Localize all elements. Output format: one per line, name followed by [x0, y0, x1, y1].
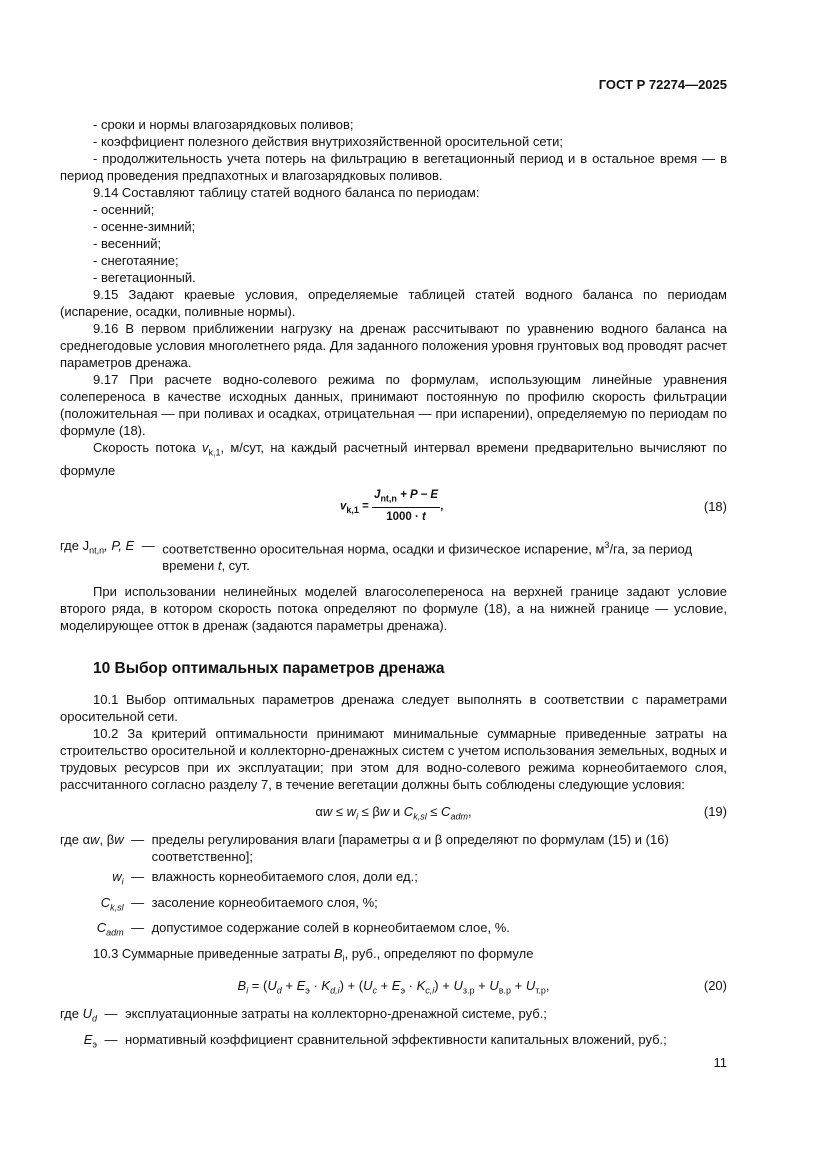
paragraph-flow-speed: Скорость потока $v_{k,1}$, м/сут, на каждый расчетный интервал времени предварительно вычисляют по формуле: [60, 440, 727, 478]
list-item: - сроки и нормы влагозарядковых поливов;: [93, 117, 354, 132]
paragraph-9-14: 9.14 Составляют таблицу статей водного баланса по периодам:: [93, 185, 480, 200]
paragraph-10-3: 10.3 Суммарные приведенные затраты $B_i$, руб., определяют по формуле: [93, 945, 534, 964]
formula-18-fraction: $\frac{J_{nt,n} + P - E}{1000 \cdot t}$: [374, 488, 439, 523]
where-block-19: где αw, βw — пределы регулирования влаги [параметры α и β определяют по формулам (15) и (16) соответственно]; $w_i$ — влажность корнеобитаемого слоя, доли ед.; $C_{k,sl}$ — засоление корнеобитаемого слоя, %; $C_{adm}$ — допустимое содержание солей в корнеобитаемом слое, %.: [60, 831, 669, 938]
formula-18-expression: $v_{k,1}$ = $\frac{J_{nt,n} + P - E}{1000 \cdot t}$ ,: [340, 487, 443, 526]
formula-18: [60, 487, 727, 525]
list-item: - осенне-зимний;: [93, 219, 196, 234]
document-body: [60, 116, 727, 1056]
list-item: - вегетационный.: [93, 270, 196, 285]
formula-20-expression: $B_i = (U_d + E_э \cdot K_{d,i}) + (U_c + E_э \cdot K_{c,i}) + U_{з.р} + U_{в.р} + U_{т.р}$,: [237, 978, 550, 996]
page-number: 11: [713, 1055, 727, 1070]
standard-designation: ГОСТ Р 72274—2025: [598, 77, 727, 92]
formula-number: (20): [703, 978, 727, 994]
formula-20: [60, 977, 727, 995]
list-item: - снеготаяние;: [93, 253, 179, 268]
list-item: - весенний;: [93, 236, 162, 251]
paragraph-9-16: 9.16 В первом приближении нагрузку на дренаж рассчитывают по уравнению водного баланса на среднегодовые условия многолетнего ряда. Для заданного положения уровня грунтовых вод проводят расчет параметров дренажа.: [60, 321, 727, 370]
list-item: - продолжительность учета потерь на фильтрацию в вегетационный период и в остальное время — в период проведения предпахотных и влагозарядковых поливов.: [60, 151, 727, 183]
paragraph-nonlinear: При использовании нелинейных моделей влагосолепереноса на верхней границе задают условие второго ряда, в котором скорость потока определяют по формуле (18), а на нижней границе — условие, моделирующее отток в дренаж (задаются параметры дренажа).: [60, 583, 727, 633]
formula-19: [60, 803, 727, 821]
where-block-18: где $J_{nt,n}$, P, E — соответственно оросительная норма, осадки и физическое испарение, $м^3/га$, за период времени t, сут.: [60, 537, 693, 573]
paragraph-10-1: 10.1 Выбор оптимальных параметров дренажа следует выполнять в соответствии с параметрами оросительной сети.: [60, 691, 727, 724]
paragraph-9-17: 9.17 При расчете водно-солевого режима по формулам, использующим линейные уравнения солепереноса в качестве исходных данных, принимают постоянную по профилю скорость фильтрации (положительная — при поливах и осадках, отрицательная — при испарении), определяемую по периодам по формуле (18).: [60, 372, 727, 438]
list-item: - коэффициент полезного действия внутрихозяйственной оросительной сети;: [93, 134, 563, 149]
list-item: - осенний;: [93, 202, 155, 217]
section-heading-10: 10 Выбор оптимальных параметров дренажа: [93, 659, 445, 677]
formula-number: (18): [703, 498, 727, 514]
paragraph-9-15: 9.15 Задают краевые условия, определяемые таблицей статей водного баланса по периодам (испарение, осадки, поливные нормы).: [60, 287, 727, 319]
formula-19-expression: $\alpha w \le w_i \le \beta w$ и $C_{k,sl} \le C_{adm}$,: [315, 803, 472, 822]
where-block-20: где $U_d$ — эксплуатационные затраты на коллекторно-дренажной системе, руб.; $E_э$ — нормативный коэффициент сравнительной эффективности капитальных вложений, руб.;: [60, 1006, 667, 1050]
paragraph-10-2: 10.2 За критерий оптимальности принимают минимальные суммарные приведенные затраты на строительство оросительной и коллекторно-дренажных систем с учетом использования земельных, водных и трудовых ресурсов при их эксплуатации; при этом для водно-солевого режима корнеобитаемого слоя, рассчитанного согласно разделу 7, в течение вегетации должны быть соблюдены следующие условия:: [60, 725, 727, 792]
formula-number: (19): [703, 803, 727, 819]
